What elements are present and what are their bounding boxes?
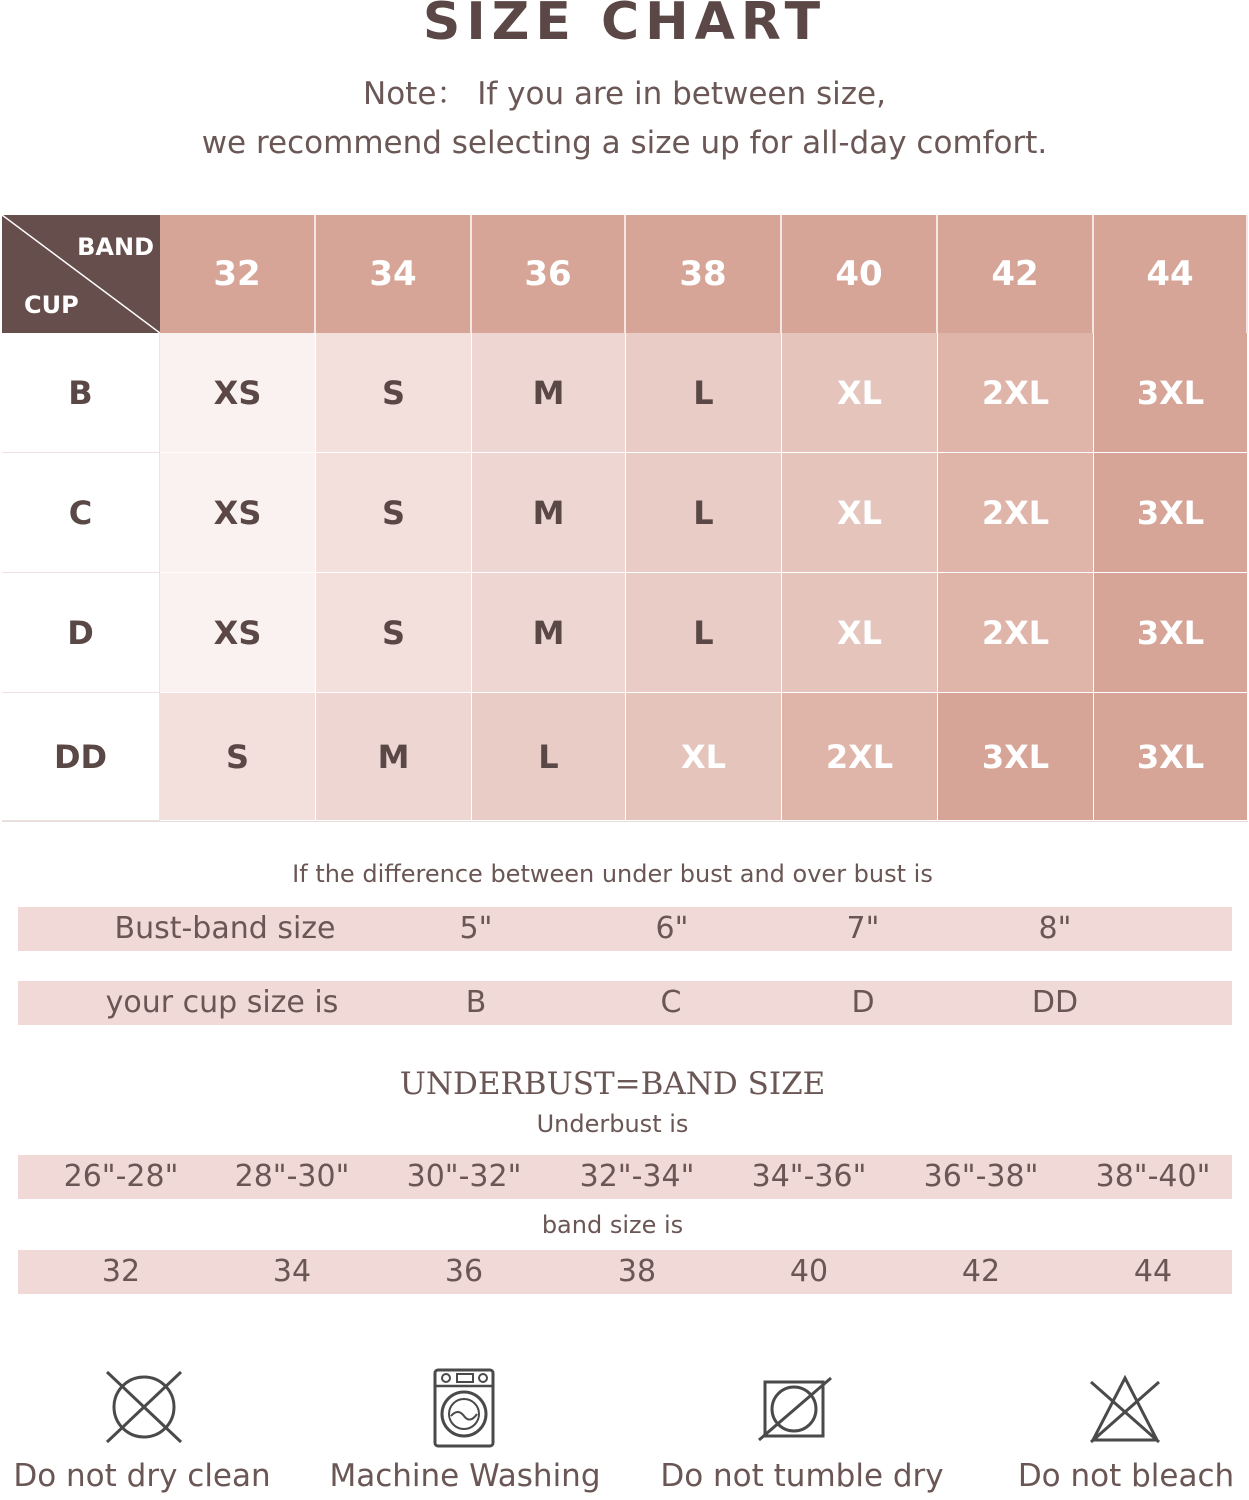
- size-cell: XL: [782, 333, 938, 453]
- band-header: 40: [782, 215, 938, 333]
- band-header: 42: [938, 215, 1094, 333]
- bust-band-value: 8": [1038, 911, 1072, 946]
- band-header: 44: [1094, 215, 1248, 333]
- note-line-2: we recommend selecting a size up for all-day comfort.: [201, 125, 1048, 161]
- band-size-value: 36: [444, 1254, 484, 1289]
- size-cell: 2XL: [782, 693, 938, 821]
- cup-row-label: C: [2, 453, 160, 573]
- cup-size-row: [18, 981, 1232, 1025]
- band-size-value: 40: [789, 1254, 829, 1289]
- cup-size-value: B: [465, 985, 487, 1020]
- underbust-value: 36"-38": [923, 1159, 1039, 1194]
- size-cell: S: [316, 333, 472, 453]
- size-cell: M: [316, 693, 472, 821]
- do-not-dry-clean-label: Do not dry clean: [13, 1458, 271, 1494]
- size-cell: 2XL: [938, 333, 1094, 453]
- underbust-value: 26"-28": [63, 1159, 179, 1194]
- band-size-value: 34: [272, 1254, 312, 1289]
- do-not-bleach-label: Do not bleach: [1017, 1458, 1235, 1494]
- cup-row-label: D: [2, 573, 160, 693]
- note-line-1: Note： If you are in between size,: [363, 76, 886, 112]
- underbust-value: 34"-36": [751, 1159, 867, 1194]
- cup-size-value: DD: [1031, 985, 1079, 1020]
- underbust-caption: Underbust is: [536, 1110, 689, 1138]
- cup-table-caption: If the difference between under bust and over bust is: [292, 860, 933, 888]
- size-cell: XS: [160, 453, 316, 573]
- bust-band-row: [18, 907, 1232, 951]
- cup-size-value: D: [851, 985, 875, 1020]
- page-title: SIZE CHART: [422, 0, 827, 52]
- band-size-row: [18, 1250, 1232, 1294]
- cup-size-label: your cup size is: [105, 985, 339, 1020]
- underbust-value: 30"-32": [406, 1159, 522, 1194]
- size-cell: XS: [160, 333, 316, 453]
- cup-size-value: C: [660, 985, 682, 1020]
- row-divider: [2, 820, 160, 821]
- band-caption: band size is: [541, 1211, 684, 1239]
- band-size-value: 38: [617, 1254, 657, 1289]
- size-cell: L: [626, 333, 782, 453]
- bust-band-value: 6": [655, 911, 689, 946]
- corner-cup-label: CUP: [24, 291, 79, 319]
- size-cell: S: [160, 693, 316, 821]
- corner-band-label: BAND: [77, 233, 154, 261]
- size-cell: S: [316, 573, 472, 693]
- underbust-value: 32"-34": [579, 1159, 695, 1194]
- size-cell: L: [472, 693, 626, 821]
- table-corner: [2, 215, 160, 333]
- band-header: 32: [160, 215, 316, 333]
- do-not-bleach-icon: [1087, 1374, 1163, 1444]
- size-cell: M: [472, 453, 626, 573]
- band-size-value: 42: [961, 1254, 1001, 1289]
- size-cell: M: [472, 573, 626, 693]
- band-size-value: 32: [101, 1254, 141, 1289]
- underbust-row: [18, 1155, 1232, 1199]
- bust-band-value: 5": [459, 911, 493, 946]
- do-not-tumble-dry-label: Do not tumble dry: [660, 1458, 944, 1494]
- size-cell: 3XL: [1094, 453, 1248, 573]
- size-cell: 3XL: [938, 693, 1094, 821]
- size-cell: 2XL: [938, 573, 1094, 693]
- cup-row-label: DD: [2, 693, 160, 821]
- band-size-value: 44: [1133, 1254, 1173, 1289]
- size-cell: M: [472, 333, 626, 453]
- size-cell: XS: [160, 573, 316, 693]
- size-cell: 3XL: [1094, 333, 1248, 453]
- underbust-band-title: UNDERBUST=BAND SIZE: [399, 1066, 826, 1102]
- machine-washing-icon: [433, 1368, 495, 1448]
- underbust-value: 28"-30": [234, 1159, 350, 1194]
- bust-band-label: Bust-band size: [114, 911, 336, 946]
- underbust-value: 38"-40": [1095, 1159, 1211, 1194]
- size-cell: 2XL: [938, 453, 1094, 573]
- size-chart-table: [2, 215, 1248, 822]
- cup-row-label: B: [2, 333, 160, 453]
- bust-band-value: 7": [846, 911, 880, 946]
- size-cell: XL: [782, 573, 938, 693]
- machine-washing-label: Machine Washing: [329, 1458, 601, 1494]
- size-cell: XL: [782, 453, 938, 573]
- band-header: 38: [626, 215, 782, 333]
- do-not-tumble-dry-icon: [757, 1376, 833, 1442]
- size-cell: S: [316, 453, 472, 573]
- size-cell: 3XL: [1094, 573, 1248, 693]
- size-cell: L: [626, 453, 782, 573]
- do-not-dry-clean-icon: [103, 1370, 185, 1444]
- band-header: 34: [316, 215, 472, 333]
- size-cell: 3XL: [1094, 693, 1248, 821]
- band-header: 36: [472, 215, 626, 333]
- size-cell: XL: [626, 693, 782, 821]
- size-cell: L: [626, 573, 782, 693]
